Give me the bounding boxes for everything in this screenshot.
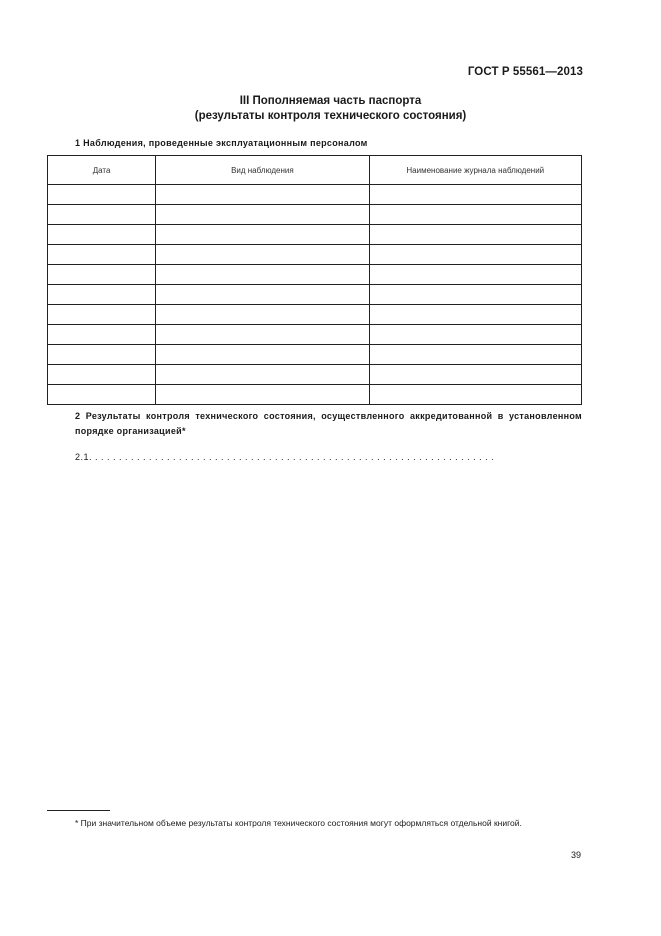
table-cell	[156, 245, 369, 265]
table-cell	[369, 285, 581, 305]
section-title-line2: (результаты контроля технического состояния)	[194, 110, 467, 122]
table-cell	[48, 185, 156, 205]
table-cell	[369, 265, 581, 285]
table-row	[48, 245, 582, 265]
table-row	[48, 325, 582, 345]
table-cell	[156, 225, 369, 245]
table-cell	[48, 285, 156, 305]
table-cell	[156, 285, 369, 305]
table-cell	[369, 205, 581, 225]
item-2-1	[75, 452, 582, 462]
table-cell	[156, 185, 369, 205]
table-row	[48, 225, 582, 245]
table-cell	[48, 305, 156, 325]
page-number: 39	[570, 850, 581, 860]
table-cell	[48, 225, 156, 245]
table-cell	[48, 325, 156, 345]
table-cell	[156, 305, 369, 325]
footnote-text: * При значительном объеме результаты контроля технического состояния могут оформляться отдельной книгой.	[75, 818, 522, 828]
table-cell	[48, 265, 156, 285]
table-cell	[369, 245, 581, 265]
section-title-line1: III Пополняемая часть паспорта	[239, 95, 422, 107]
table-cell	[156, 365, 369, 385]
table-body	[48, 185, 582, 405]
section1-heading: 1 Наблюдения, проведенные эксплуатационным персоналом	[75, 138, 368, 148]
column-header-date: Дата	[48, 156, 156, 185]
table-cell	[369, 345, 581, 365]
table-header-row	[48, 156, 582, 185]
section-title	[0, 94, 661, 124]
table-cell	[48, 205, 156, 225]
table-cell	[48, 245, 156, 265]
table-cell	[369, 325, 581, 345]
column-header-observation-type: Вид наблюдения	[156, 156, 369, 185]
column-header-journal-name: Наименование журнала наблюдений	[369, 156, 581, 185]
footnote	[47, 816, 582, 830]
table-cell	[48, 385, 156, 405]
table-row	[48, 205, 582, 225]
footnote-divider	[47, 810, 110, 811]
table-cell	[369, 365, 581, 385]
section2-heading-text: 2 Результаты контроля технического состояния, осуществленного аккредитованной в установленном порядке организацией*	[75, 411, 582, 436]
observations-table	[47, 155, 582, 405]
table-cell	[48, 365, 156, 385]
table-row	[48, 385, 582, 405]
table-cell	[156, 385, 369, 405]
table-cell	[369, 225, 581, 245]
table-row	[48, 285, 582, 305]
table-cell	[369, 385, 581, 405]
table-cell	[48, 345, 156, 365]
item-2-1-label: 2.1	[75, 452, 90, 462]
table-cell	[156, 345, 369, 365]
table-row	[48, 345, 582, 365]
table-row	[48, 305, 582, 325]
table-row	[48, 265, 582, 285]
table-cell	[156, 325, 369, 345]
table-cell	[156, 205, 369, 225]
item-2-1-dots: . . . . . . . . . . . . . . . . . . . . . . . . . . . . . . . . . . . . . . . . . . . . . . . . . . . . . . . . . . . . . . . . . . . .	[89, 452, 495, 462]
table-cell	[156, 265, 369, 285]
section2-heading	[47, 409, 582, 439]
table-row	[48, 185, 582, 205]
table-row	[48, 365, 582, 385]
table-cell	[369, 185, 581, 205]
table-cell	[369, 305, 581, 325]
standard-code: ГОСТ Р 55561—2013	[467, 66, 583, 78]
